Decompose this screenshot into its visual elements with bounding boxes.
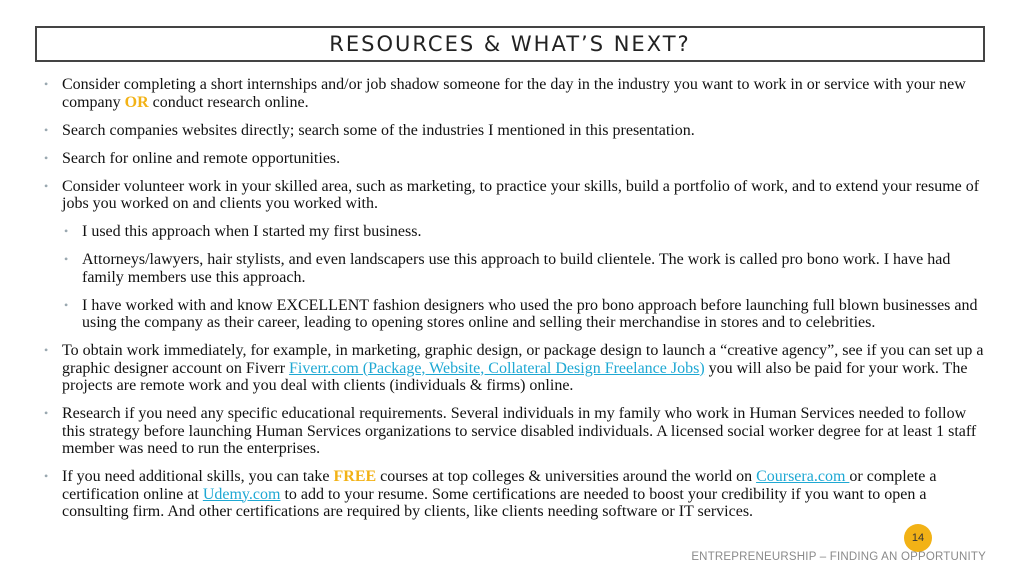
bullet-icon: •: [64, 297, 69, 312]
bullet-item: [44, 468, 984, 521]
bullet-icon: •: [44, 469, 49, 483]
bullet-text: you will also be paid for your work. The projects are remote work and you deal with clients (individuals & firms) online.: [62, 359, 968, 394]
bullet-item: [44, 76, 984, 111]
bullet-item: [44, 122, 984, 140]
slide-footer: ENTREPRENEURSHIP – FINDING AN OPPORTUNITY: [691, 551, 986, 563]
bullet-icon: •: [44, 77, 49, 91]
bullet-text: Consider completing a short internships and/or job shadow someone for the day in the industry you want to work in or service with your new company: [62, 76, 966, 111]
slide-title-box: [35, 26, 985, 62]
resource-link[interactable]: Coursera.com: [756, 468, 850, 485]
bullet-item: [44, 150, 984, 168]
bullet-icon: •: [64, 224, 69, 238]
bullet-text: Consider volunteer work in your skilled area, such as marketing, to practice your skills, build a portfolio of work, and to extend your resume of jobs you worked on and clients you worked with.: [62, 177, 980, 212]
highlighted-text: FREE: [333, 468, 377, 485]
bullet-icon: •: [44, 178, 49, 193]
bullet-text: Research if you need any specific educational requirements. Several individuals in my family who work in Human Services needed to follow this strategy before launching Human Services organizations to service disabled individuals. A licensed social worker degree for at least 1 staff member was need to run the enterprises.: [62, 405, 977, 457]
bullet-icon: •: [64, 252, 69, 266]
bullet-icon: •: [44, 150, 49, 165]
bullet-item: [44, 178, 984, 213]
sub-bullet-item: [64, 297, 984, 332]
page-number-badge: 14: [904, 524, 932, 552]
bullet-text: I used this approach when I started my first business.: [82, 223, 422, 240]
slide-title: RESOURCES & WHAT’S NEXT?: [329, 32, 691, 56]
bullet-list: [44, 76, 984, 531]
bullet-text: or complete a certification online at: [62, 468, 937, 503]
bullet-text: Search companies websites directly; search some of the industries I mentioned in this presentation.: [62, 121, 695, 139]
bullet-text: to add to your resume. Some certifications are needed to boost your credibility if you want to open a consulting firm. And other certifications are required by clients, like clients needing software or IT services.: [62, 485, 927, 520]
sub-bullet-item: [64, 223, 984, 241]
bullet-text: I have worked with and know EXCELLENT fashion designers who used the pro bono approach before launching full blown businesses and using the company as their career, leading to opening stores online and selling their merchandise in stores and to celebrities.: [82, 296, 978, 331]
sub-bullet-item: [64, 251, 984, 286]
bullet-text: courses at top colleges & universities around the world on: [376, 468, 757, 485]
bullet-icon: •: [44, 122, 49, 137]
highlighted-text: OR: [124, 93, 149, 111]
bullet-text: Attorneys/lawyers, hair stylists, and even landscapers use this approach to build clientele. The work is called pro bono work. I have had family members use this approach.: [82, 251, 951, 286]
bullet-icon: •: [44, 406, 49, 420]
resource-link[interactable]: Udemy.com: [202, 485, 281, 503]
bullet-item: [44, 405, 984, 458]
bullet-item: [44, 342, 984, 395]
bullet-text: Search for online and remote opportunities.: [62, 149, 341, 167]
bullet-text: To obtain work immediately, for example, in marketing, graphic design, or package design to launch a “creative agency”, see if you can set up a graphic designer account on Fiverr: [62, 342, 984, 377]
bullet-icon: •: [44, 343, 49, 357]
resource-link[interactable]: Fiverr.com (Package, Website, Collateral Design Freelance Jobs): [289, 359, 705, 377]
bullet-text: If you need additional skills, you can take: [62, 468, 334, 485]
bullet-text: conduct research online.: [148, 93, 309, 111]
